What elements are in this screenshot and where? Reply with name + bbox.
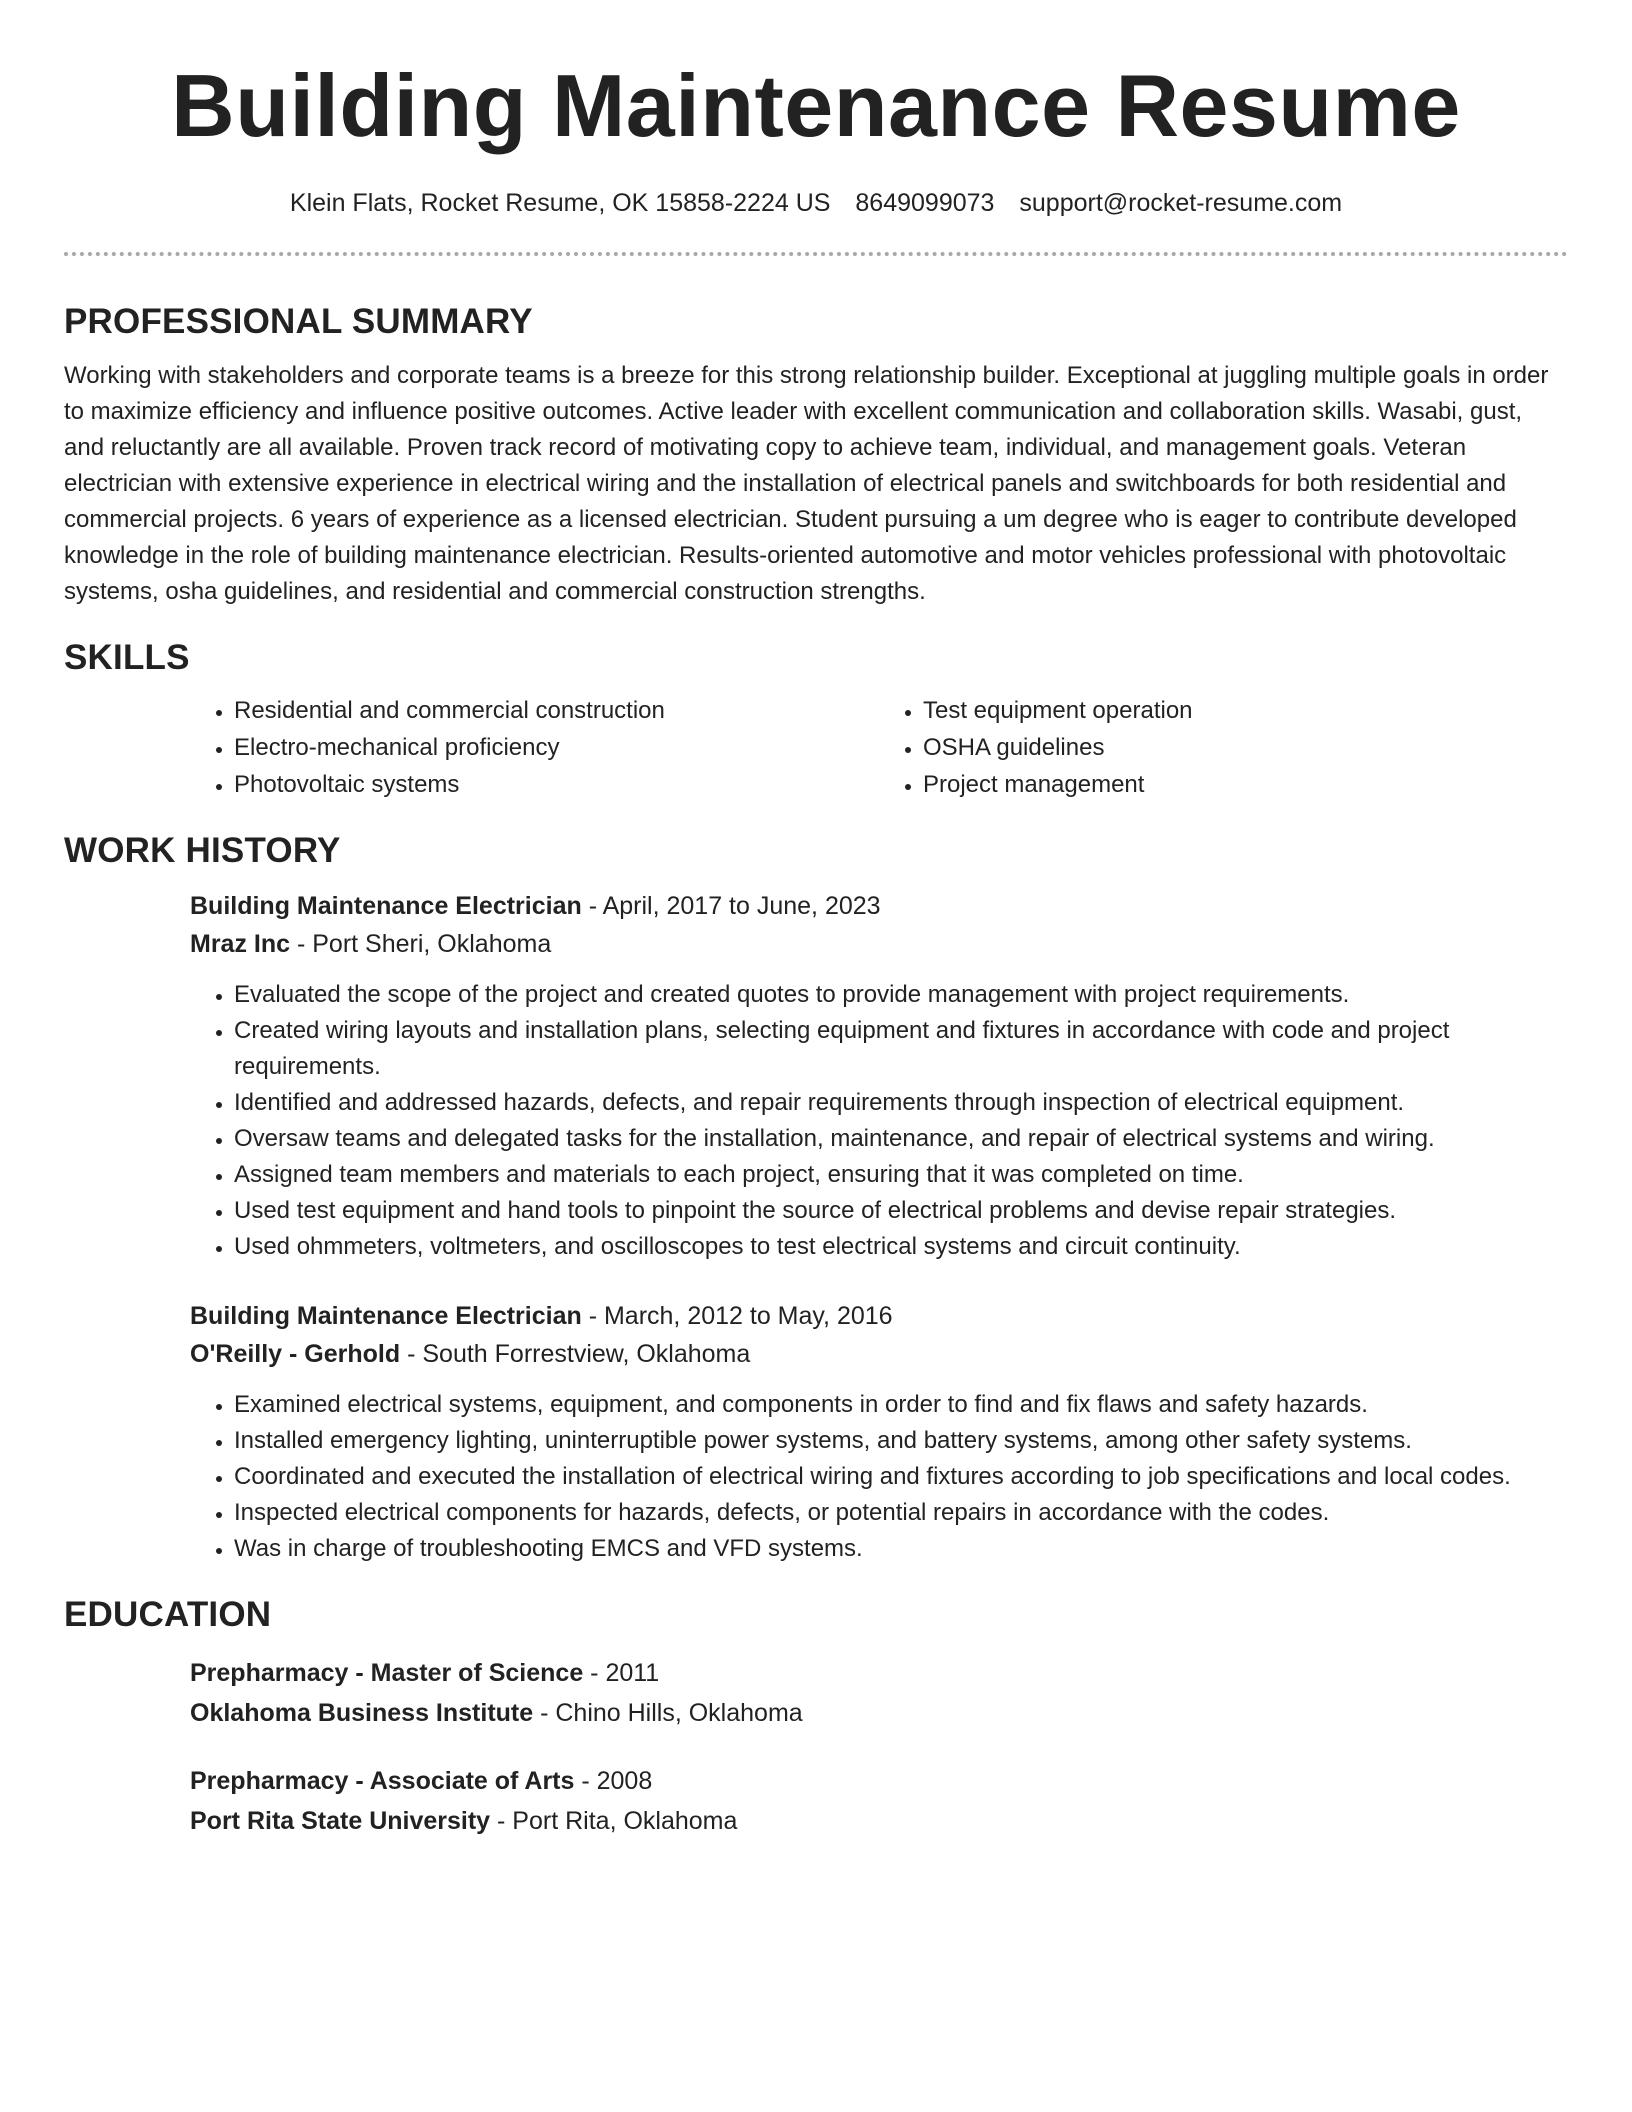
job-entry — [190, 1297, 1568, 1567]
job-bullet: • Used test equipment and hand tools to pinpoint the source of electrical problems and devise repair strategies. — [234, 1193, 1568, 1229]
education-school-line — [190, 1801, 1568, 1841]
skills-left-list — [190, 692, 879, 803]
education-year: - 2011 — [583, 1659, 660, 1687]
education-degree: Prepharmacy - Master of Science — [190, 1659, 584, 1687]
summary-heading: PROFESSIONAL SUMMARY — [64, 302, 533, 341]
job-company: Mraz Inc — [190, 930, 291, 958]
skill-item: • Project management — [923, 766, 1568, 803]
job-bullet: • Identified and addressed hazards, defects, and repair requirements through inspection of electrical equipment. — [234, 1085, 1568, 1121]
education-school: Port Rita State University — [190, 1807, 491, 1835]
education-school-line — [190, 1693, 1568, 1733]
skill-item: • Electro-mechanical proficiency — [234, 729, 879, 766]
education-section — [64, 1593, 1568, 1841]
education-entry — [190, 1653, 1568, 1733]
education-location: - Port Rita, Oklahoma — [490, 1807, 738, 1835]
contact-line — [64, 186, 1568, 220]
job-company-line — [190, 1335, 1568, 1373]
work-section — [64, 829, 1568, 1567]
education-location: - Chino Hills, Oklahoma — [533, 1699, 803, 1727]
job-bullet: • Created wiring layouts and installation plans, selecting equipment and fixtures in accordance with code and project requirements. — [234, 1013, 1568, 1085]
work-heading: WORK HISTORY — [64, 831, 341, 870]
job-bullet: • Was in charge of troubleshooting EMCS and VFD systems. — [234, 1531, 1568, 1567]
job-dates: - April, 2017 to June, 2023 — [581, 892, 881, 920]
job-dates: - March, 2012 to May, 2016 — [581, 1302, 893, 1330]
job-title: Building Maintenance Electrician — [190, 1302, 582, 1330]
resume-title: Building Maintenance Resume — [171, 56, 1461, 155]
job-title-line — [190, 887, 1568, 925]
job-bullet: • Used ohmmeters, voltmeters, and oscilloscopes to test electrical systems and circuit continuity. — [234, 1229, 1568, 1265]
summary-text: Working with stakeholders and corporate teams is a breeze for this strong relationship builder. Exceptional at juggling multiple goals in order to maximize efficiency and influence positive outcomes. Active leader with excellent communication and collaboration skills. Wasabi, gust, and reluctantly are all available. Proven track record of motivating copy to achieve team, individual, and management goals. Veteran electrician with extensive experience in electrical wiring and the installation of electrical panels and switchboards for both residential and commercial projects. 6 years of experience as a licensed electrician. Student pursuing a um degree who is eager to contribute developed knowledge in the role of building maintenance electrician. Results-oriented automotive and motor vehicles professional with photovoltaic systems, osha guidelines, and residential and commercial construction strengths. — [64, 362, 1549, 605]
skills-columns — [190, 692, 1568, 803]
education-degree-line — [190, 1761, 1568, 1801]
education-degree-line — [190, 1653, 1568, 1693]
job-location: - South Forrestview, Oklahoma — [400, 1340, 751, 1368]
job-title: Building Maintenance Electrician — [190, 892, 582, 920]
education-degree: Prepharmacy - Associate of Arts — [190, 1767, 575, 1795]
contact-email: support@rocket-resume.com — [1019, 189, 1343, 217]
header-divider — [64, 252, 1568, 256]
job-bullet: • Coordinated and executed the installation of electrical wiring and fixtures according to job specifications and local codes. — [234, 1459, 1568, 1495]
skill-item: • Test equipment operation — [923, 692, 1568, 729]
skill-item: • Photovoltaic systems — [234, 766, 879, 803]
job-bullet: • Evaluated the scope of the project and created quotes to provide management with project requirements. — [234, 977, 1568, 1013]
job-company: O'Reilly - Gerhold — [190, 1340, 401, 1368]
job-company-line — [190, 925, 1568, 963]
contact-phone: 8649099073 — [855, 189, 995, 217]
skill-item: • Residential and commercial construction — [234, 692, 879, 729]
education-entry — [190, 1761, 1568, 1841]
job-bullets — [190, 977, 1568, 1265]
education-year: - 2008 — [574, 1767, 653, 1795]
skills-section — [64, 636, 1568, 803]
skills-right-list — [879, 692, 1568, 803]
skills-heading: SKILLS — [64, 638, 190, 677]
contact-address: Klein Flats, Rocket Resume, OK 15858-2224 US — [289, 189, 831, 217]
job-bullet: • Installed emergency lighting, uninterruptible power systems, and battery systems, among other safety systems. — [234, 1423, 1568, 1459]
education-heading: EDUCATION — [64, 1595, 272, 1634]
skill-item: • OSHA guidelines — [923, 729, 1568, 766]
job-title-line — [190, 1297, 1568, 1335]
job-location: - Port Sheri, Oklahoma — [290, 930, 552, 958]
job-entry — [190, 887, 1568, 1265]
job-bullet: • Examined electrical systems, equipment, and components in order to find and fix flaws and safety hazards. — [234, 1387, 1568, 1423]
job-bullets — [190, 1387, 1568, 1567]
summary-section — [64, 300, 1568, 610]
job-bullet: • Inspected electrical components for hazards, defects, or potential repairs in accordance with the codes. — [234, 1495, 1568, 1531]
job-bullet: • Oversaw teams and delegated tasks for the installation, maintenance, and repair of electrical systems and wiring. — [234, 1121, 1568, 1157]
education-school: Oklahoma Business Institute — [190, 1699, 534, 1727]
job-bullet: • Assigned team members and materials to each project, ensuring that it was completed on time. — [234, 1157, 1568, 1193]
